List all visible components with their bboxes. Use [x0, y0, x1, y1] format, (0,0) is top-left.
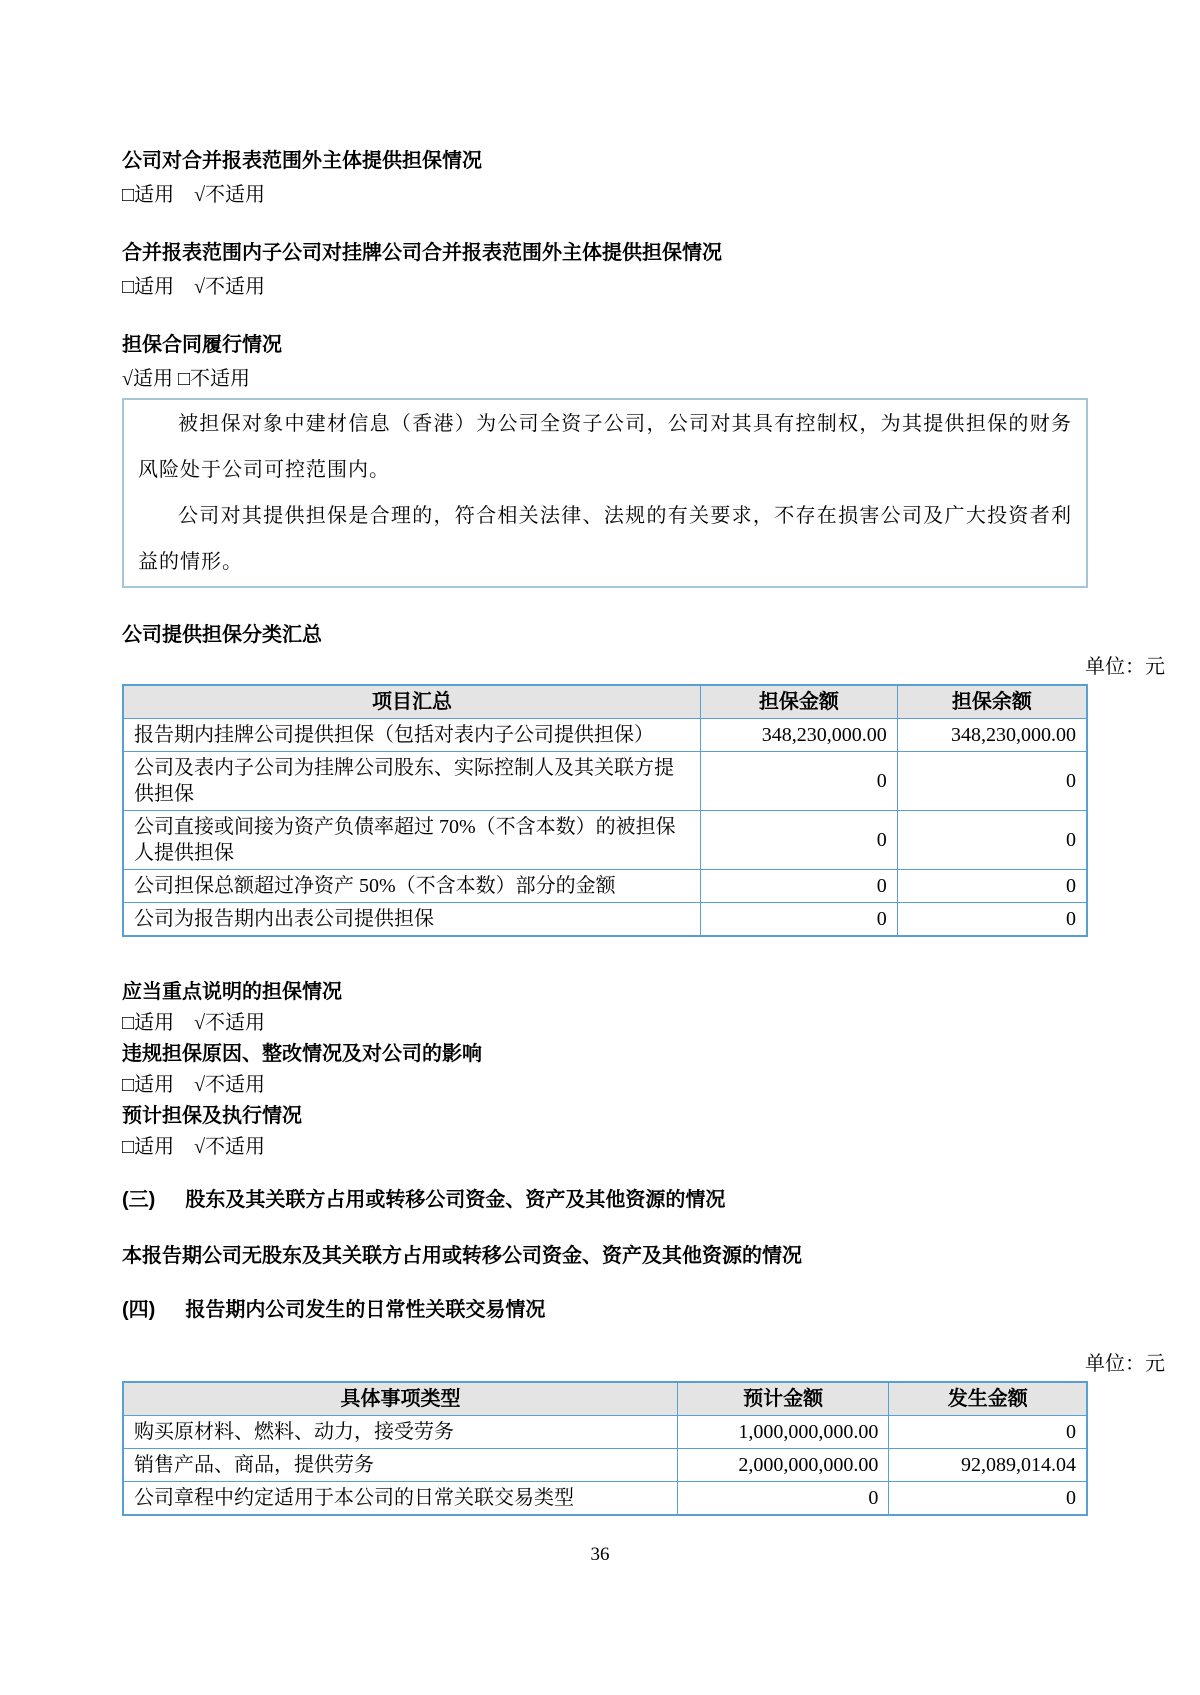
row-label-cell: 公司直接或间接为资产负债率超过 70%（不含本数）的被担保人提供担保 — [123, 811, 701, 870]
amount-cell: 1,000,000,000.00 — [677, 1416, 888, 1449]
unit-label-guarantee-summary: 单位：元 — [1085, 656, 1165, 678]
section-four-index: (四) — [122, 1299, 156, 1321]
amount-cell: 0 — [701, 903, 898, 937]
section-three-statement: 本报告期公司无股东及其关联方占用或转移公司资金、资产及其他资源的情况 — [122, 1245, 802, 1267]
amount-cell: 92,089,014.04 — [889, 1449, 1087, 1482]
table-header-row — [123, 1382, 1087, 1416]
row-label-cell: 销售产品、商品，提供劳务 — [123, 1449, 677, 1482]
row-label-cell: 公司章程中约定适用于本公司的日常关联交易类型 — [123, 1482, 677, 1516]
amount-cell: 0 — [889, 1416, 1087, 1449]
section-four-title: 报告期内公司发生的日常性关联交易情况 — [185, 1299, 546, 1321]
table-row — [123, 870, 1087, 903]
amount-cell: 0 — [701, 870, 898, 903]
table-row — [123, 1482, 1087, 1516]
table-header-row — [123, 685, 1087, 719]
unit-label-related-transactions: 单位：元 — [1085, 1353, 1165, 1375]
heading-section-three — [122, 1185, 1165, 1215]
heading-contract-performance: 担保合同履行情况 — [122, 334, 282, 356]
important-notes-group — [122, 977, 1165, 1163]
table-header-cell: 项目汇总 — [123, 685, 701, 719]
table-header-cell: 担保余额 — [897, 685, 1087, 719]
amount-cell: 0 — [897, 870, 1087, 903]
amount-cell: 0 — [889, 1482, 1087, 1516]
applicability-external-guarantee: □适用 √不适用 — [122, 184, 266, 206]
related-transactions-table — [122, 1381, 1088, 1516]
amount-cell: 0 — [701, 811, 898, 870]
row-label-cell: 公司担保总额超过净资产 50%（不含本数）部分的金额 — [123, 870, 701, 903]
applicability-subsidiary-external-guarantee: □适用 √不适用 — [122, 276, 266, 298]
section-three-title: 股东及其关联方占用或转移公司资金、资产及其他资源的情况 — [185, 1189, 726, 1211]
table-row — [123, 1449, 1087, 1482]
amount-cell: 0 — [677, 1482, 888, 1516]
heading-external-guarantee: 公司对合并报表范围外主体提供担保情况 — [122, 150, 482, 172]
row-label-cell: 公司为报告期内出表公司提供担保 — [123, 903, 701, 937]
table-row — [123, 719, 1087, 752]
heading-expected-guarantee: 预计担保及执行情况 — [122, 1105, 302, 1127]
amount-cell: 0 — [897, 903, 1087, 937]
row-label-cell: 报告期内挂牌公司提供担保（包括对表内子公司提供担保） — [123, 719, 701, 752]
table-header-cell: 发生金额 — [889, 1382, 1087, 1416]
table-header-cell: 具体事项类型 — [123, 1382, 677, 1416]
amount-cell: 0 — [701, 752, 898, 811]
note-paragraph-2: 公司对其提供担保是合理的，符合相关法律、法规的有关要求，不存在损害公司及广大投资者利益的情形。 — [138, 505, 1072, 573]
row-label-cell: 公司及表内子公司为挂牌公司股东、实际控制人及其关联方提供担保 — [123, 752, 701, 811]
amount-cell: 348,230,000.00 — [897, 719, 1087, 752]
applicability-expected-guarantee: □适用 √不适用 — [122, 1136, 266, 1158]
amount-cell: 0 — [897, 811, 1087, 870]
table-row — [123, 1416, 1087, 1449]
guarantee-note-box — [122, 398, 1088, 588]
page-number: 36 — [590, 1544, 610, 1565]
table-row — [123, 903, 1087, 937]
table-header-cell: 担保金额 — [701, 685, 898, 719]
amount-cell: 348,230,000.00 — [701, 719, 898, 752]
applicability-irregular-guarantee: □适用 √不适用 — [122, 1074, 266, 1096]
row-label-cell: 购买原材料、燃料、动力，接受劳务 — [123, 1416, 677, 1449]
guarantee-summary-table — [122, 684, 1088, 937]
applicability-contract-performance: √适用 □不适用 — [122, 368, 251, 390]
heading-guarantee-summary: 公司提供担保分类汇总 — [122, 624, 322, 646]
section-three-index: (三) — [122, 1189, 156, 1211]
table-row — [123, 752, 1087, 811]
table-row — [123, 811, 1087, 870]
table-header-cell: 预计金额 — [677, 1382, 888, 1416]
applicability-key-guarantee-notes: □适用 √不适用 — [122, 1012, 266, 1034]
heading-irregular-guarantee: 违规担保原因、整改情况及对公司的影响 — [122, 1043, 482, 1065]
heading-section-four — [122, 1295, 1165, 1325]
amount-cell: 0 — [897, 752, 1087, 811]
amount-cell: 2,000,000,000.00 — [677, 1449, 888, 1482]
heading-subsidiary-external-guarantee: 合并报表范围内子公司对挂牌公司合并报表范围外主体提供担保情况 — [122, 242, 722, 264]
note-paragraph-1: 被担保对象中建材信息（香港）为公司全资子公司，公司对其具有控制权，为其提供担保的财务风险处于公司可控范围内。 — [138, 413, 1072, 481]
heading-key-guarantee-notes: 应当重点说明的担保情况 — [122, 981, 342, 1003]
